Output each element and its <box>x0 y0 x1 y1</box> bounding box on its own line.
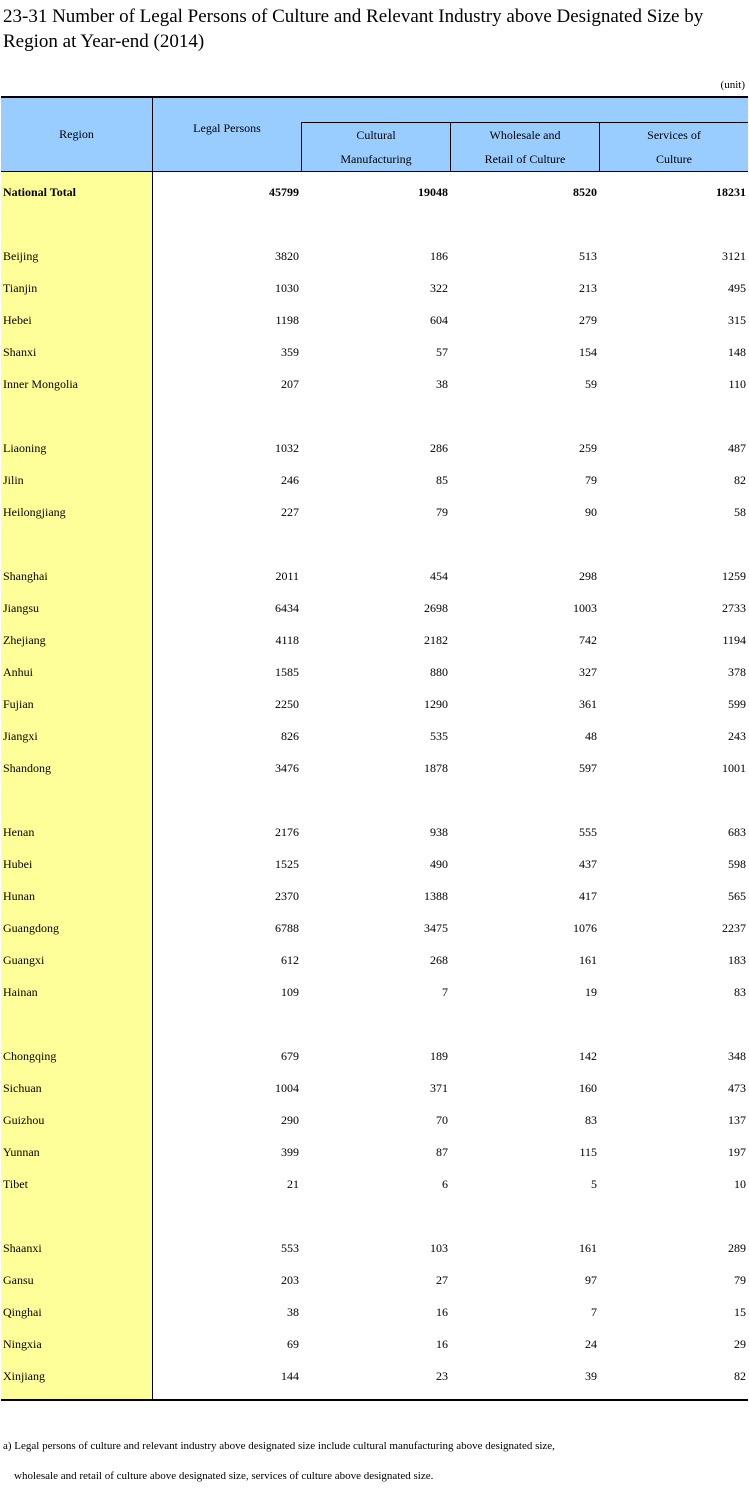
table-row <box>1 625 748 657</box>
value-legal: 3820 <box>275 249 299 263</box>
value-whole: 97 <box>585 1273 597 1287</box>
unit-label: (unit) <box>720 79 745 91</box>
value-legal: 1585 <box>275 665 299 679</box>
value-whole: 259 <box>579 441 597 455</box>
value-cult: 7 <box>442 985 448 999</box>
table-row <box>1 1361 748 1393</box>
region-name: Shaanxi <box>3 1241 42 1255</box>
value-serv: 315 <box>728 313 746 327</box>
value-cult: 38 <box>436 377 448 391</box>
value-whole: 24 <box>585 1337 597 1351</box>
value-serv: 148 <box>728 345 746 359</box>
region-name: Beijing <box>3 249 39 263</box>
value-whole: 213 <box>579 281 597 295</box>
value-whole: 83 <box>585 1113 597 1127</box>
region-name: National Total <box>3 185 77 199</box>
value-whole: 279 <box>579 313 597 327</box>
value-cult: 535 <box>430 729 448 743</box>
value-cult: 490 <box>430 857 448 871</box>
table-row <box>1 1329 748 1361</box>
value-cult: 27 <box>436 1273 448 1287</box>
region-name: Guangxi <box>3 953 45 967</box>
table-row <box>1 913 748 945</box>
value-legal: 826 <box>281 729 299 743</box>
region-name: Ningxia <box>3 1337 42 1351</box>
value-serv: 565 <box>728 889 746 903</box>
table-row <box>1 433 748 465</box>
table-row <box>1 1137 748 1169</box>
region-name: Henan <box>3 825 35 839</box>
value-whole: 59 <box>585 377 597 391</box>
value-cult: 1388 <box>424 889 448 903</box>
header-region: Region <box>1 98 153 171</box>
table-row <box>1 1105 748 1137</box>
table-row <box>1 977 748 1009</box>
footnote-line1: a) Legal persons of culture and relevant industry above designated size include cultural manufacturing above designated size, <box>3 1440 555 1452</box>
value-legal: 144 <box>281 1369 299 1383</box>
region-name: Sichuan <box>3 1081 42 1095</box>
value-legal: 2176 <box>275 825 299 839</box>
header-cultural-line1: Cultural <box>356 128 396 142</box>
region-name: Tianjin <box>3 281 38 295</box>
region-name: Gansu <box>3 1273 34 1287</box>
table-row <box>1 1233 748 1265</box>
region-name: Hubei <box>3 857 33 871</box>
value-serv: 29 <box>734 1337 746 1351</box>
value-serv: 348 <box>728 1049 746 1063</box>
value-legal: 1525 <box>275 857 299 871</box>
value-serv: 487 <box>728 441 746 455</box>
value-cult: 19048 <box>418 185 448 199</box>
value-legal: 1032 <box>275 441 299 455</box>
value-serv: 58 <box>734 505 746 519</box>
value-whole: 154 <box>579 345 597 359</box>
value-legal: 2250 <box>275 697 299 711</box>
header-services-culture <box>599 122 748 172</box>
value-whole: 437 <box>579 857 597 871</box>
region-name: Guangdong <box>3 921 59 935</box>
value-legal: 359 <box>281 345 299 359</box>
value-whole: 298 <box>579 569 597 583</box>
table-row <box>1 305 748 337</box>
region-name: Hainan <box>3 985 38 999</box>
value-legal: 4118 <box>275 633 299 647</box>
value-legal: 553 <box>281 1241 299 1255</box>
value-legal: 69 <box>287 1337 299 1351</box>
table-row <box>1 1073 748 1105</box>
total-row <box>1 177 748 209</box>
value-serv: 10 <box>734 1177 746 1191</box>
value-legal: 227 <box>281 505 299 519</box>
value-serv: 598 <box>728 857 746 871</box>
value-legal: 399 <box>281 1145 299 1159</box>
table-row <box>1 1041 748 1073</box>
table-row <box>1 753 748 785</box>
region-name: Anhui <box>3 665 33 679</box>
table-row <box>1 817 748 849</box>
value-whole: 1003 <box>573 601 597 615</box>
value-cult: 880 <box>430 665 448 679</box>
value-whole: 5 <box>591 1177 597 1191</box>
value-serv: 197 <box>728 1145 746 1159</box>
table-row <box>1 1169 748 1201</box>
table-row <box>1 849 748 881</box>
value-legal: 2011 <box>275 569 299 583</box>
value-legal: 38 <box>287 1305 299 1319</box>
value-cult: 70 <box>436 1113 448 1127</box>
value-serv: 599 <box>728 697 746 711</box>
region-name: Shanxi <box>3 345 37 359</box>
value-whole: 1076 <box>573 921 597 935</box>
value-whole: 161 <box>579 953 597 967</box>
region-name: Jiangxi <box>3 729 38 743</box>
value-legal: 6788 <box>275 921 299 935</box>
footnote-line2: wholesale and retail of culture above designated size, services of culture above designated size. <box>14 1470 434 1482</box>
value-legal: 203 <box>281 1273 299 1287</box>
table-row <box>1 369 748 401</box>
value-cult: 1878 <box>424 761 448 775</box>
region-name: Qinghai <box>3 1305 42 1319</box>
value-whole: 742 <box>579 633 597 647</box>
table-row <box>1 945 748 977</box>
value-serv: 2237 <box>722 921 746 935</box>
value-serv: 2733 <box>722 601 746 615</box>
value-cult: 6 <box>442 1177 448 1191</box>
region-name: Guizhou <box>3 1113 45 1127</box>
value-cult: 604 <box>430 313 448 327</box>
region-name: Zhejiang <box>3 633 46 647</box>
table-row <box>1 657 748 689</box>
table-row <box>1 689 748 721</box>
table-row <box>1 241 748 273</box>
value-cult: 286 <box>430 441 448 455</box>
table-row <box>1 721 748 753</box>
header-wholesale-line2: Retail of Culture <box>484 152 566 166</box>
value-serv: 289 <box>728 1241 746 1255</box>
value-serv: 18231 <box>716 185 746 199</box>
value-serv: 110 <box>728 377 746 391</box>
region-name: Shanghai <box>3 569 48 583</box>
region-name: Jiangsu <box>3 601 39 615</box>
value-whole: 79 <box>585 473 597 487</box>
region-name: Jilin <box>3 473 24 487</box>
table-header <box>1 98 748 172</box>
value-serv: 15 <box>734 1305 746 1319</box>
table-row <box>1 337 748 369</box>
value-cult: 322 <box>430 281 448 295</box>
table-row <box>1 593 748 625</box>
region-name: Yunnan <box>3 1145 40 1159</box>
value-cult: 85 <box>436 473 448 487</box>
value-serv: 1259 <box>722 569 746 583</box>
value-serv: 82 <box>734 1369 746 1383</box>
value-legal: 1030 <box>275 281 299 295</box>
value-legal: 246 <box>281 473 299 487</box>
value-cult: 186 <box>430 249 448 263</box>
value-whole: 417 <box>579 889 597 903</box>
value-cult: 938 <box>430 825 448 839</box>
value-legal: 45799 <box>269 185 299 199</box>
value-cult: 3475 <box>424 921 448 935</box>
value-cult: 2698 <box>424 601 448 615</box>
value-legal: 1198 <box>275 313 299 327</box>
region-name: Hebei <box>3 313 32 327</box>
value-whole: 39 <box>585 1369 597 1383</box>
table-row <box>1 497 748 529</box>
value-legal: 109 <box>281 985 299 999</box>
value-legal: 679 <box>281 1049 299 1063</box>
header-cultural-line2: Manufacturing <box>340 152 412 166</box>
value-cult: 1290 <box>424 697 448 711</box>
table-row <box>1 881 748 913</box>
value-serv: 473 <box>728 1081 746 1095</box>
value-legal: 2370 <box>275 889 299 903</box>
value-whole: 327 <box>579 665 597 679</box>
value-cult: 87 <box>436 1145 448 1159</box>
value-legal: 3476 <box>275 761 299 775</box>
value-serv: 137 <box>728 1113 746 1127</box>
value-legal: 207 <box>281 377 299 391</box>
value-whole: 90 <box>585 505 597 519</box>
value-whole: 513 <box>579 249 597 263</box>
header-wholesale-line1: Wholesale and <box>489 128 561 142</box>
value-whole: 161 <box>579 1241 597 1255</box>
value-serv: 82 <box>734 473 746 487</box>
value-legal: 290 <box>281 1113 299 1127</box>
value-whole: 8520 <box>573 185 597 199</box>
table-row <box>1 1265 748 1297</box>
value-serv: 83 <box>734 985 746 999</box>
value-cult: 268 <box>430 953 448 967</box>
header-services-line2: Culture <box>656 152 692 166</box>
value-serv: 1194 <box>722 633 746 647</box>
region-name: Xinjiang <box>3 1369 45 1383</box>
table-row <box>1 1297 748 1329</box>
value-serv: 1001 <box>722 761 746 775</box>
value-whole: 115 <box>579 1145 597 1159</box>
region-name: Fujian <box>3 697 34 711</box>
value-cult: 103 <box>430 1241 448 1255</box>
region-name: Hunan <box>3 889 35 903</box>
value-cult: 16 <box>436 1337 448 1351</box>
region-name: Shandong <box>3 761 51 775</box>
region-name: Tibet <box>3 1177 28 1191</box>
value-cult: 189 <box>430 1049 448 1063</box>
value-legal: 21 <box>287 1177 299 1191</box>
value-serv: 378 <box>728 665 746 679</box>
value-cult: 16 <box>436 1305 448 1319</box>
region-name: Heilongjiang <box>3 505 66 519</box>
value-serv: 683 <box>728 825 746 839</box>
value-whole: 597 <box>579 761 597 775</box>
value-serv: 79 <box>734 1273 746 1287</box>
value-whole: 160 <box>579 1081 597 1095</box>
region-name: Inner Mongolia <box>3 377 78 391</box>
table-row <box>1 273 748 305</box>
header-services-line1: Services of <box>647 128 701 142</box>
value-cult: 454 <box>430 569 448 583</box>
value-serv: 183 <box>728 953 746 967</box>
value-cult: 371 <box>430 1081 448 1095</box>
header-wholesale-retail <box>450 122 599 172</box>
region-name: Liaoning <box>3 441 47 455</box>
value-cult: 2182 <box>424 633 448 647</box>
data-table <box>1 96 748 1401</box>
value-whole: 7 <box>591 1305 597 1319</box>
value-serv: 3121 <box>722 249 746 263</box>
value-serv: 495 <box>728 281 746 295</box>
value-whole: 555 <box>579 825 597 839</box>
region-name: Chongqing <box>3 1049 57 1063</box>
value-legal: 612 <box>281 953 299 967</box>
value-whole: 19 <box>585 985 597 999</box>
table-row <box>1 465 748 497</box>
table-title: 23-31 Number of Legal Persons of Culture and Relevant Industry above Designated Size by Region at Year-end (2014) <box>3 6 704 52</box>
value-cult: 23 <box>436 1369 448 1383</box>
value-whole: 361 <box>579 697 597 711</box>
value-cult: 79 <box>436 505 448 519</box>
table-row <box>1 561 748 593</box>
header-legal-persons: Legal Persons <box>193 121 261 135</box>
header-cultural-manufacturing <box>301 122 450 172</box>
value-serv: 243 <box>728 729 746 743</box>
value-legal: 1004 <box>275 1081 299 1095</box>
value-whole: 48 <box>585 729 597 743</box>
value-legal: 6434 <box>275 601 299 615</box>
value-cult: 57 <box>436 345 448 359</box>
value-whole: 142 <box>579 1049 597 1063</box>
